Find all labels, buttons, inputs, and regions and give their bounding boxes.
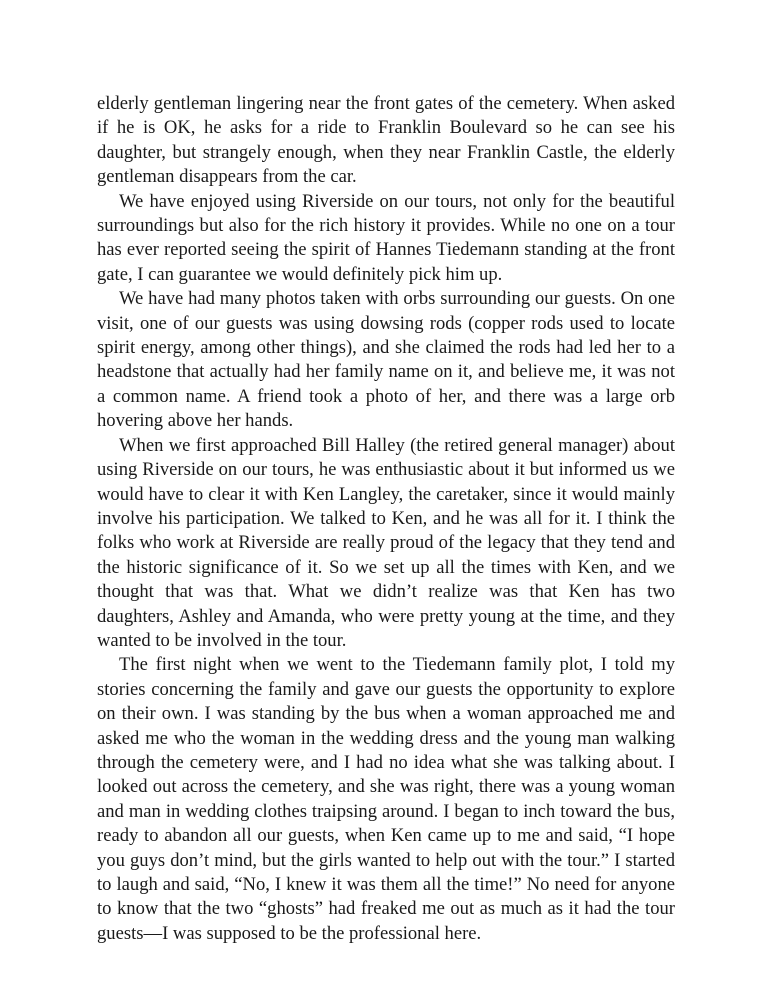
paragraph-1: elderly gentleman lingering near the front gates of the cemetery. When asked if he is OK, he asks for a ride to Franklin Boulevard so he can see his daughter, but strangely enough, when they near Franklin Castle, the elderly gentleman disappears from the car. (97, 93, 675, 188)
page-body (97, 92, 675, 946)
paragraph-2: We have enjoyed using Riverside on our tours, not only for the beautiful surroundings but also for the rich history it provides. While no one on a tour has ever reported seeing the spirit of Hannes Tiedemann standing at the front gate, I can guarantee we would definitely pick him up. (97, 190, 675, 285)
paragraph-3: We have had many photos taken with orbs surrounding our guests. On one visit, one of our guests was using dowsing rods (copper rods used to locate spirit energy, among other things), and she claimed the rods had led her to a headstone that actually had her family name on it, and believe me, it was not a common name. A friend took a photo of her, and there was a large orb hovering above her hands. (97, 288, 675, 432)
paragraph-5: The first night when we went to the Tiedemann family plot, I told my stories concerning the family and gave our guests the opportunity to explore on their own. I was standing by the bus when a woman approached me and asked me who the woman in the wedding dress and the young man walking through the cemetery were, and I had no idea what she was talking about. I looked out across the cemetery, and she was right, there was a young woman and man in wedding clothes traipsing around. I began to inch toward the bus, ready to abandon all our guests, when Ken came up to me and said, “I hope you guys don’t mind, but the girls wanted to help out with the tour.” I started to laugh and said, “No, I knew it was them all the time!” No need for anyone to know that the two “ghosts” had freaked me out as much as it had the tour guests—I was supposed to be the professional here. (97, 654, 675, 944)
paragraph-4: When we first approached Bill Halley (the retired general manager) about using Riverside on our tours, he was enthusiastic about it but informed us we would have to clear it with Ken Langley, the caretaker, since it would mainly involve his participation. We talked to Ken, and he was all for it. I think the folks who work at Riverside are really proud of the legacy that they tend and the historic significance of it. So we set up all the times with Ken, and we thought that was that. What we didn’t realize was that Ken has two daughters, Ashley and Amanda, who were pretty young at the time, and they wanted to be involved in the tour. (97, 434, 675, 651)
